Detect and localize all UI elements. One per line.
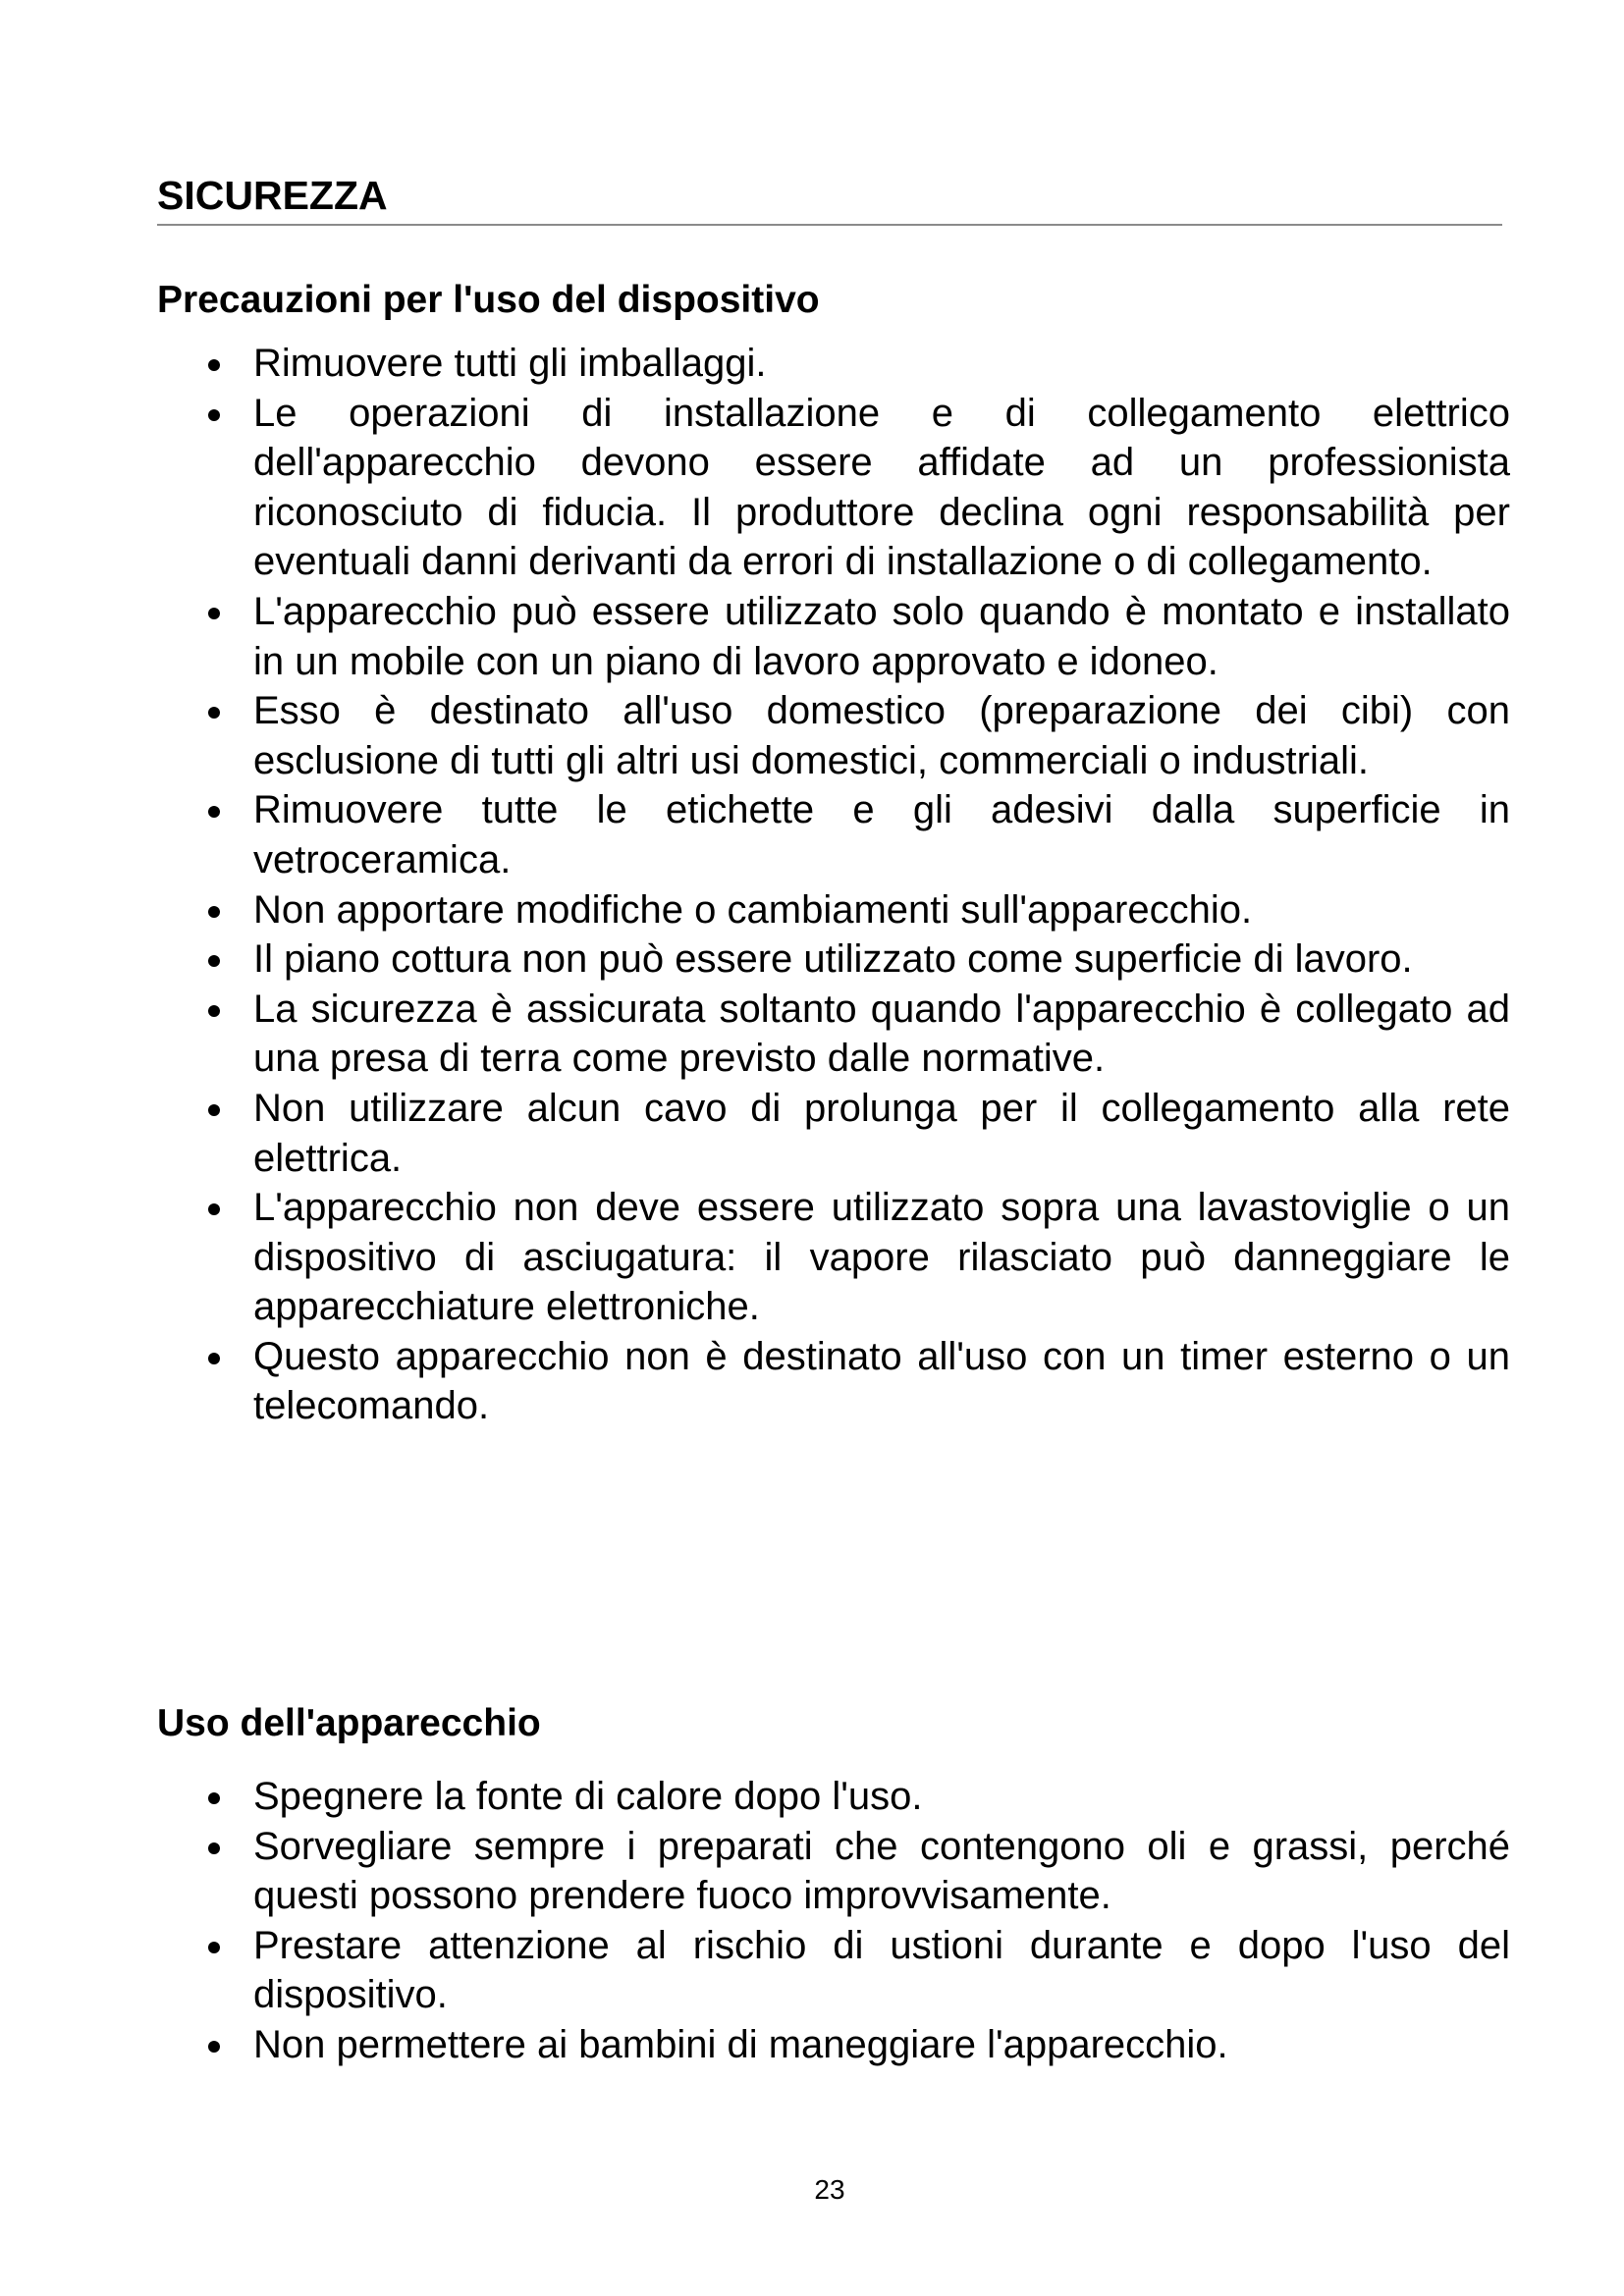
list-item: Non apportare modifiche o cambiamenti sull'apparecchio.	[157, 885, 1510, 935]
precautions-list	[157, 339, 1510, 1431]
list-item: Sorvegliare sempre i preparati che contengono oli e grassi, perché questi possono prendere fuoco improvvisamente.	[157, 1822, 1510, 1921]
list-item: Spegnere la fonte di calore dopo l'uso.	[157, 1772, 1510, 1822]
section-heading-precautions: Precauzioni per l'uso del dispositivo	[157, 279, 820, 321]
list-item: Rimuovere tutti gli imballaggi.	[157, 339, 1510, 389]
list-item: Questo apparecchio non è destinato all'uso con un timer esterno o un telecomando.	[157, 1332, 1510, 1431]
usage-list	[157, 1772, 1510, 2070]
list-item: Esso è destinato all'uso domestico (preparazione dei cibi) con esclusione di tutti gli altri usi domestici, commerciali o industriali.	[157, 686, 1510, 785]
page-title: SICUREZZA	[157, 171, 1502, 226]
list-item: Rimuovere tutte le etichette e gli adesivi dalla superficie in vetroceramica.	[157, 785, 1510, 884]
list-item: Prestare attenzione al rischio di ustioni durante e dopo l'uso del dispositivo.	[157, 1921, 1510, 2020]
document-page	[157, 0, 1510, 2296]
list-item: Non permettere ai bambini di maneggiare l'apparecchio.	[157, 2020, 1510, 2070]
list-item: La sicurezza è assicurata soltanto quando l'apparecchio è collegato ad una presa di terra come previsto dalle normative.	[157, 985, 1510, 1084]
section-heading-usage: Uso dell'apparecchio	[157, 1702, 541, 1744]
page-number: 23	[814, 2174, 845, 2205]
list-item: Non utilizzare alcun cavo di prolunga per il collegamento alla rete elettrica.	[157, 1084, 1510, 1183]
list-item: Le operazioni di installazione e di collegamento elettrico dell'apparecchio devono essere affidate ad un professionista riconosciuto di fiducia. Il produttore declina ogni responsabilità per eventuali danni derivanti da errori di installazione o di collegamento.	[157, 389, 1510, 587]
list-item: Il piano cottura non può essere utilizzato come superficie di lavoro.	[157, 934, 1510, 985]
list-item: L'apparecchio può essere utilizzato solo quando è montato e installato in un mobile con un piano di lavoro approvato e idoneo.	[157, 587, 1510, 686]
list-item: L'apparecchio non deve essere utilizzato sopra una lavastoviglie o un dispositivo di asciugatura: il vapore rilasciato può danneggiare le apparecchiature elettroniche.	[157, 1183, 1510, 1332]
